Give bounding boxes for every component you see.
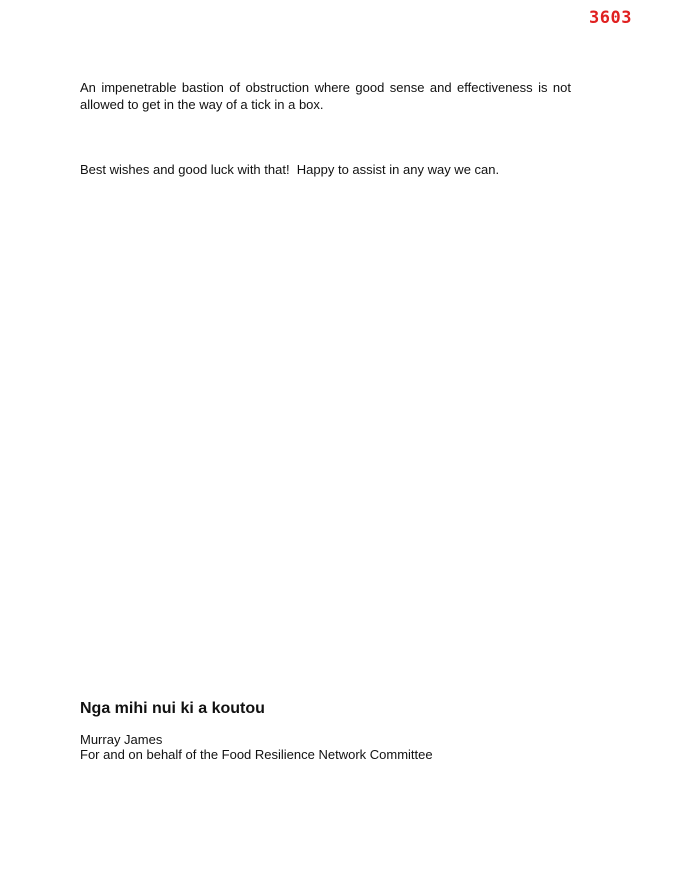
signatory-role: For and on behalf of the Food Resilience Network Committee <box>80 747 433 762</box>
closing-greeting: Nga mihi nui ki a koutou <box>80 700 265 717</box>
signatory-name: Murray James <box>80 732 163 747</box>
signature-block <box>80 732 433 762</box>
body-paragraph-2: Best wishes and good luck with that! Happy to assist in any way we can. <box>80 162 500 177</box>
page-number: 3603 <box>589 8 632 28</box>
body-paragraph-1: An impenetrable bastion of obstruction where good sense and effectiveness is not allowed to get in the way of a tick in a box. <box>80 80 571 112</box>
